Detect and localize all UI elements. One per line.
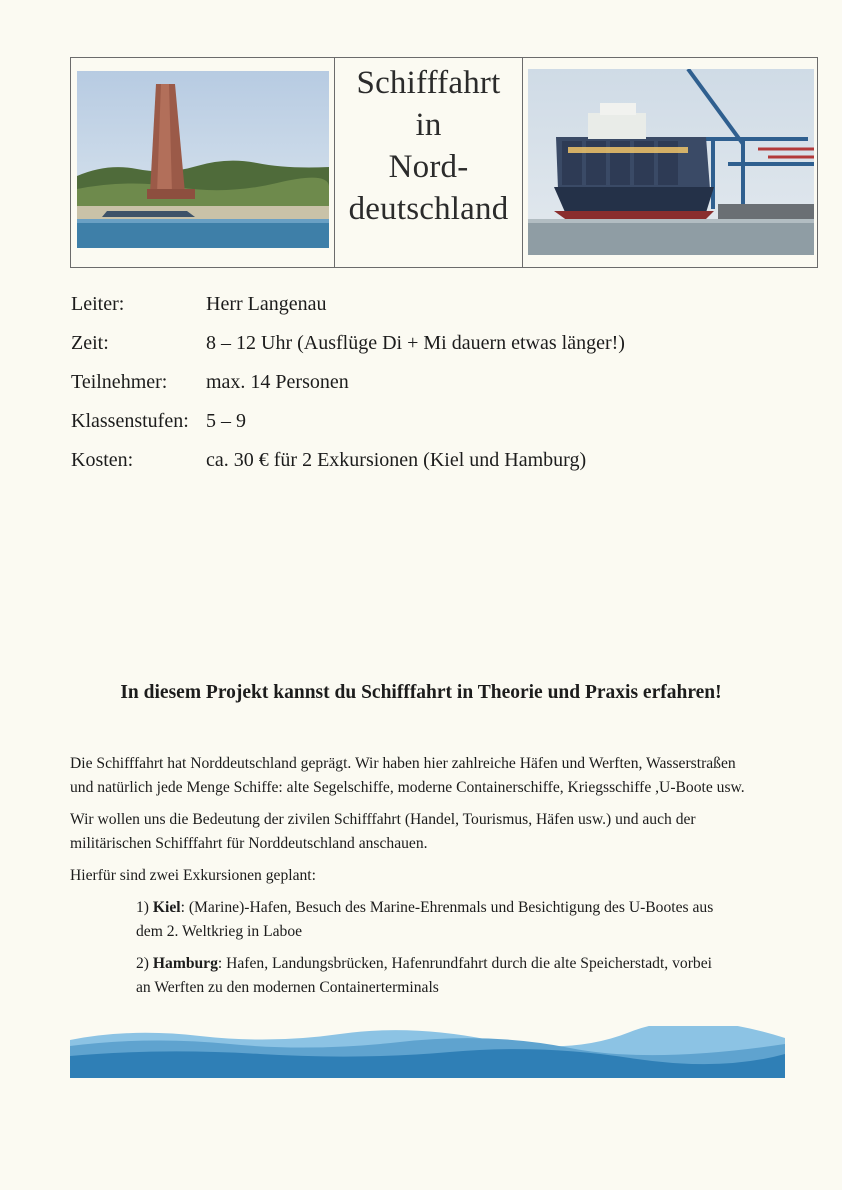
info-value: Herr Langenau	[206, 293, 327, 315]
title-line-1: Schifffahrt	[356, 65, 501, 101]
info-value: 8 – 12 Uhr (Ausflüge Di + Mi dauern etwas länger!)	[206, 332, 625, 354]
excursion-item-hamburg	[136, 952, 730, 1000]
excursion-number: 1)	[136, 899, 149, 916]
info-label: Teilnehmer:	[71, 371, 168, 393]
info-label: Leiter:	[71, 293, 125, 315]
header-box	[70, 57, 818, 268]
excursion-item-kiel	[136, 896, 730, 944]
header-divider-right	[522, 58, 523, 267]
paragraph: Wir wollen uns die Bedeutung der zivilen Schifffahrt (Handel, Tourismus, Häfen usw.) und auch der militärischen Schifffahrt für Norddeutschland anschauen.	[70, 811, 696, 852]
info-value: 5 – 9	[206, 410, 246, 432]
container-ship-photo	[528, 69, 814, 255]
info-label: Klassenstufen:	[71, 410, 189, 432]
title-line-3: Nord-	[388, 149, 469, 185]
laboe-memorial-photo	[77, 71, 329, 248]
decorative-wave	[70, 1026, 785, 1078]
title-line-4: deutschland	[348, 191, 509, 227]
header-divider-left	[334, 58, 335, 267]
project-headline: In diesem Projekt kannst du Schifffahrt in Theorie und Praxis erfahren!	[120, 682, 722, 703]
info-value: max. 14 Personen	[206, 371, 349, 393]
description-body	[70, 752, 760, 1008]
excursion-place: Hamburg	[152, 955, 218, 972]
excursion-place: Kiel	[152, 899, 181, 916]
info-label: Zeit:	[71, 332, 109, 354]
paragraph: Die Schifffahrt hat Norddeutschland geprägt. Wir haben hier zahlreiche Häfen und Werften, Wasserstraßen und natürlich jede Menge Schiffe: alte Segelschiffe, moderne Containerschiffe, Kriegsschiffe ,U-Boote usw.	[70, 755, 745, 796]
info-label: Kosten:	[71, 449, 134, 471]
info-value: ca. 30 € für 2 Exkursionen (Kiel und Hamburg)	[206, 449, 587, 471]
page-title	[336, 62, 521, 230]
excursion-number: 2)	[136, 955, 149, 972]
paragraph: Hierfür sind zwei Exkursionen geplant:	[70, 867, 316, 884]
excursion-text: : Hafen, Landungsbrücken, Hafenrundfahrt durch die alte Speicherstadt, vorbei an Werften zu den modernen Containerterminals	[136, 955, 712, 996]
title-line-2: in	[415, 107, 442, 143]
excursion-text: : (Marine)-Hafen, Besuch des Marine-Ehrenmals und Besichtigung des U-Bootes aus dem 2. Weltkrieg in Laboe	[136, 899, 714, 940]
